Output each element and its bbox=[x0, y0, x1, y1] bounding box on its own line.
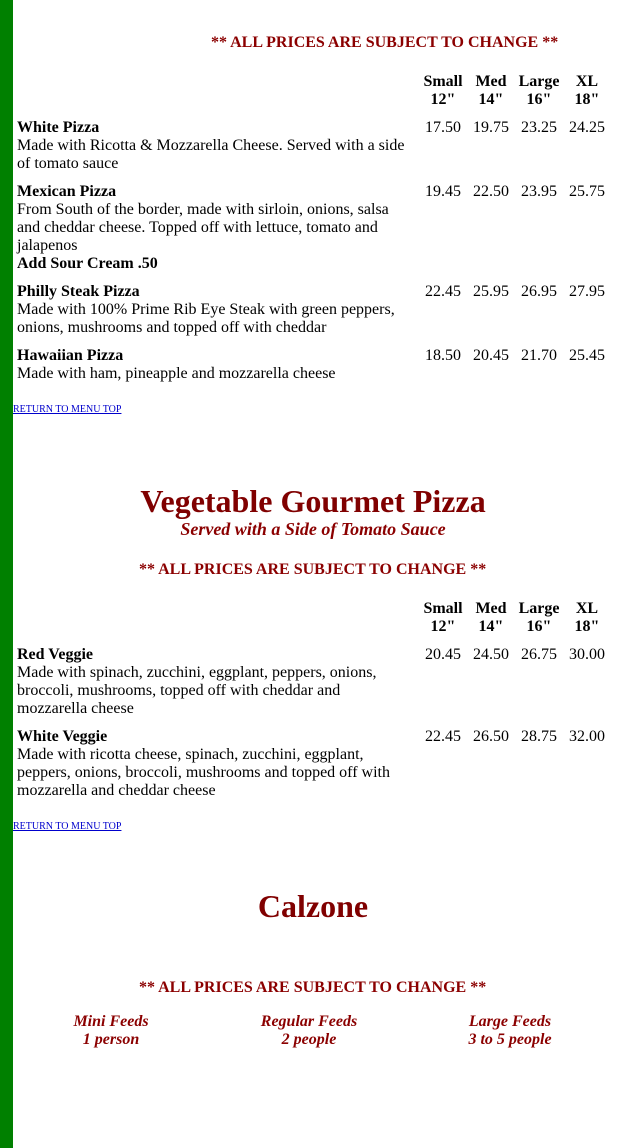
price-large: 23.95 bbox=[521, 183, 557, 200]
size-header-med: Med 14" bbox=[475, 600, 507, 635]
item-name: White Veggie bbox=[17, 728, 108, 745]
price-xl: 24.25 bbox=[569, 119, 605, 136]
price-xl: 25.75 bbox=[569, 183, 605, 200]
price-notice: ** ALL PRICES ARE SUBJECT TO CHANGE ** bbox=[139, 979, 487, 996]
price-med: 19.75 bbox=[473, 119, 509, 136]
price-small: 20.45 bbox=[425, 646, 461, 663]
price-notice: ** ALL PRICES ARE SUBJECT TO CHANGE ** bbox=[211, 34, 559, 51]
size-header-large: Large 16" bbox=[518, 73, 560, 108]
item-name: Red Veggie bbox=[17, 646, 93, 663]
calzone-size-large: Large Feeds 3 to 5 people bbox=[468, 1013, 552, 1048]
price-med: 24.50 bbox=[473, 646, 509, 663]
calzone-size-mini: Mini Feeds 1 person bbox=[73, 1013, 149, 1048]
price-large: 26.95 bbox=[521, 283, 557, 300]
price-med: 22.50 bbox=[473, 183, 509, 200]
left-green-bar bbox=[0, 0, 13, 1148]
price-xl: 30.00 bbox=[569, 646, 605, 663]
item-name: White Pizza bbox=[17, 119, 100, 136]
section-subtitle-vegetable: Served with a Side of Tomato Sauce bbox=[180, 519, 446, 539]
menu-item bbox=[17, 347, 412, 383]
size-header-med: Med 14" bbox=[475, 73, 507, 108]
return-to-menu-top-link[interactable]: RETURN TO MENU TOP bbox=[13, 821, 122, 832]
return-to-menu-top-link[interactable]: RETURN TO MENU TOP bbox=[13, 404, 122, 415]
size-header-xl: XL 18" bbox=[574, 600, 600, 635]
price-large: 28.75 bbox=[521, 728, 557, 745]
menu-item bbox=[17, 646, 397, 718]
price-xl: 27.95 bbox=[569, 283, 605, 300]
price-large: 21.70 bbox=[521, 347, 557, 364]
item-name: Mexican Pizza bbox=[17, 183, 117, 200]
item-name: Philly Steak Pizza bbox=[17, 283, 140, 300]
section-title-calzone: Calzone bbox=[257, 888, 369, 924]
size-header-small: Small 12" bbox=[423, 600, 463, 635]
item-description: Made with 100% Prime Rib Eye Steak with green peppers, onions, mushrooms and topped off with cheddar bbox=[17, 301, 395, 336]
price-small: 22.45 bbox=[425, 283, 461, 300]
menu-item bbox=[17, 119, 412, 173]
item-description: Made with ricotta cheese, spinach, zucchini, eggplant, peppers, onions, broccoli, mushrooms and topped off with mozzarella and cheddar cheese bbox=[17, 746, 390, 799]
price-med: 25.95 bbox=[473, 283, 509, 300]
price-small: 22.45 bbox=[425, 728, 461, 745]
section-title-vegetable: Vegetable Gourmet Pizza bbox=[140, 483, 486, 519]
price-notice: ** ALL PRICES ARE SUBJECT TO CHANGE ** bbox=[139, 561, 487, 578]
item-description: Made with ham, pineapple and mozzarella cheese bbox=[17, 365, 336, 382]
menu-item bbox=[17, 183, 412, 273]
item-description: Made with Ricotta & Mozzarella Cheese. Served with a side of tomato sauce bbox=[17, 137, 405, 172]
item-addon: Add Sour Cream .50 bbox=[17, 255, 158, 272]
item-name: Hawaiian Pizza bbox=[17, 347, 124, 364]
item-description: Made with spinach, zucchini, eggplant, peppers, onions, broccoli, mushrooms, topped off with cheddar and mozzarella cheese bbox=[17, 664, 377, 717]
menu-item bbox=[17, 728, 402, 800]
price-xl: 32.00 bbox=[569, 728, 605, 745]
price-xl: 25.45 bbox=[569, 347, 605, 364]
size-header-xl: XL 18" bbox=[574, 73, 600, 108]
size-header-small: Small 12" bbox=[423, 73, 463, 108]
price-small: 17.50 bbox=[425, 119, 461, 136]
item-description: From South of the border, made with sirloin, onions, salsa and cheddar cheese. Topped off with lettuce, tomato and jalapenos bbox=[17, 201, 389, 254]
price-med: 20.45 bbox=[473, 347, 509, 364]
menu-item bbox=[17, 283, 412, 337]
price-small: 18.50 bbox=[425, 347, 461, 364]
price-large: 26.75 bbox=[521, 646, 557, 663]
price-large: 23.25 bbox=[521, 119, 557, 136]
size-header-large: Large 16" bbox=[518, 600, 560, 635]
price-med: 26.50 bbox=[473, 728, 509, 745]
calzone-size-regular: Regular Feeds 2 people bbox=[260, 1013, 358, 1048]
price-small: 19.45 bbox=[425, 183, 461, 200]
